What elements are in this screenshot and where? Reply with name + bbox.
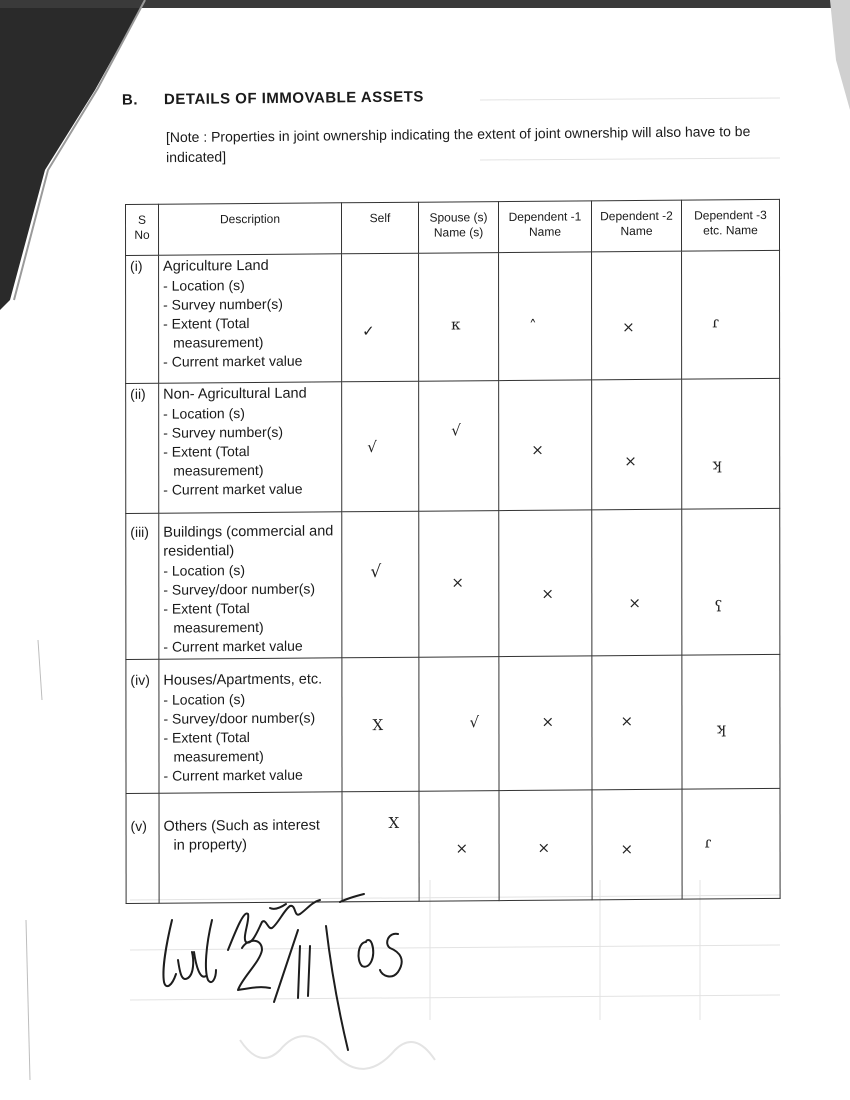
row-description <box>159 254 342 383</box>
row-item: - Survey number(s) <box>163 294 337 314</box>
table-row <box>126 654 780 793</box>
mark-dependent-2 <box>592 251 682 380</box>
row-item: - Survey/door number(s) <box>163 708 337 728</box>
mark-dependent-1 <box>499 790 592 901</box>
mark-dependent-1 <box>499 380 592 511</box>
handwritten-mark: × <box>537 838 551 857</box>
handwritten-mark: ʕ <box>714 597 723 616</box>
mark-spouse <box>419 253 499 382</box>
header-spouse: Spouse (s) Name (s) <box>418 202 498 254</box>
row-item: - Extent (Total measurement) <box>163 727 337 766</box>
row-title: Buildings (commercial and residential) <box>163 523 334 560</box>
row-sno: (i) <box>126 255 159 383</box>
row-title: Others (Such as interest in property) <box>163 817 320 854</box>
row-item: - Extent (Total measurement) <box>163 313 337 352</box>
immovable-assets-table <box>125 199 781 904</box>
row-sno: (v) <box>126 793 159 903</box>
header-dependent-3: Dependent -3 etc. Name <box>681 199 779 251</box>
header-dependent-2: Dependent -2 Name <box>591 200 681 252</box>
table-header-row <box>126 199 780 255</box>
row-item: - Location (s) <box>163 560 337 580</box>
row-item: - Location (s) <box>163 403 337 423</box>
mark-dependent-1 <box>499 510 592 657</box>
row-item: - Extent (Total measurement) <box>163 598 337 637</box>
handwritten-mark: X <box>372 715 384 735</box>
handwritten-mark: √ <box>370 561 382 583</box>
header-dependent-1: Dependent -1 Name <box>498 201 591 253</box>
mark-spouse <box>419 381 499 512</box>
handwritten-mark: × <box>622 318 635 337</box>
row-items <box>163 275 337 371</box>
row-sno: (iv) <box>126 659 159 793</box>
row-item: - Current market value <box>163 351 337 371</box>
handwritten-mark: × <box>628 593 641 613</box>
header-self: Self <box>341 202 418 254</box>
mark-dependent-2 <box>592 789 682 900</box>
row-item: - Current market value <box>163 765 337 785</box>
row-items <box>163 689 337 785</box>
handwritten-mark: √ <box>451 421 461 440</box>
handwritten-mark: × <box>541 712 555 731</box>
handwritten-mark: × <box>541 584 554 603</box>
handwritten-mark: √ <box>469 713 480 732</box>
row-item: - Extent (Total measurement) <box>163 441 337 480</box>
mark-dependent-2 <box>592 379 682 510</box>
handwritten-mark: ✓ <box>362 322 375 341</box>
mark-dependent-1 <box>499 252 592 381</box>
handwritten-mark: ˄ <box>529 316 537 335</box>
mark-self <box>342 511 419 658</box>
mark-spouse <box>419 511 499 658</box>
row-title: Non- Agricultural Land <box>163 385 307 403</box>
mark-dependent-3 <box>682 378 780 509</box>
handwritten-mark: × <box>620 712 634 731</box>
handwritten-mark: × <box>455 839 469 858</box>
handwritten-mark: × <box>624 451 637 471</box>
mark-dependent-3 <box>682 788 780 899</box>
row-description <box>159 792 342 903</box>
mark-dependent-1 <box>499 656 592 791</box>
row-item: - Survey/door number(s) <box>163 579 337 599</box>
handwritten-mark: X <box>388 813 400 832</box>
row-item: - Location (s) <box>163 689 337 709</box>
handwritten-mark: κ <box>451 315 461 334</box>
table-row <box>126 378 780 513</box>
handwritten-mark: × <box>531 440 544 459</box>
section-note: [Note : Properties in joint ownership indicating the extent of joint ownership will also have to be indicated] <box>165 123 751 166</box>
mark-self <box>342 791 419 902</box>
mark-dependent-2 <box>592 509 682 656</box>
mark-spouse <box>419 791 499 902</box>
mark-dependent-3 <box>682 508 780 655</box>
handwritten-mark: ɾ <box>704 833 712 852</box>
section-heading <box>122 88 424 108</box>
handwritten-mark: × <box>451 573 464 592</box>
mark-dependent-3 <box>682 654 780 789</box>
mark-spouse <box>419 657 499 792</box>
row-items <box>163 560 337 656</box>
mark-dependent-3 <box>682 250 780 379</box>
assets-table-wrapper <box>125 199 781 904</box>
row-item: - Survey number(s) <box>163 422 337 442</box>
row-sno: (iii) <box>126 513 159 659</box>
mark-dependent-2 <box>592 655 682 790</box>
handwritten-mark: ʞ <box>716 719 726 738</box>
row-description <box>159 658 342 793</box>
row-title: Agriculture Land <box>163 257 269 275</box>
row-items <box>163 403 337 499</box>
section-number: B. <box>121 91 139 109</box>
header-description: Description <box>158 203 341 255</box>
row-item: - Current market value <box>163 636 337 656</box>
handwritten-signature <box>150 890 450 1060</box>
header-sno: S No <box>126 204 159 255</box>
handwritten-mark: ɾ <box>712 313 719 332</box>
table-row <box>126 788 780 903</box>
row-item: - Location (s) <box>163 275 337 295</box>
row-item: - Current market value <box>163 479 337 499</box>
row-description <box>159 382 342 513</box>
row-sno: (ii) <box>126 383 159 513</box>
section-title: DETAILS OF IMMOVABLE ASSETS <box>163 88 424 109</box>
mark-self <box>342 657 419 792</box>
mark-self <box>342 253 419 382</box>
handwritten-mark: √ <box>367 438 377 457</box>
table-row <box>126 250 780 383</box>
row-title: Houses/Apartments, etc. <box>163 671 323 689</box>
row-description <box>159 512 342 659</box>
mark-self <box>342 381 419 512</box>
handwritten-mark: ʞ <box>712 455 722 474</box>
handwritten-mark: × <box>620 840 634 859</box>
table-row <box>126 508 780 659</box>
